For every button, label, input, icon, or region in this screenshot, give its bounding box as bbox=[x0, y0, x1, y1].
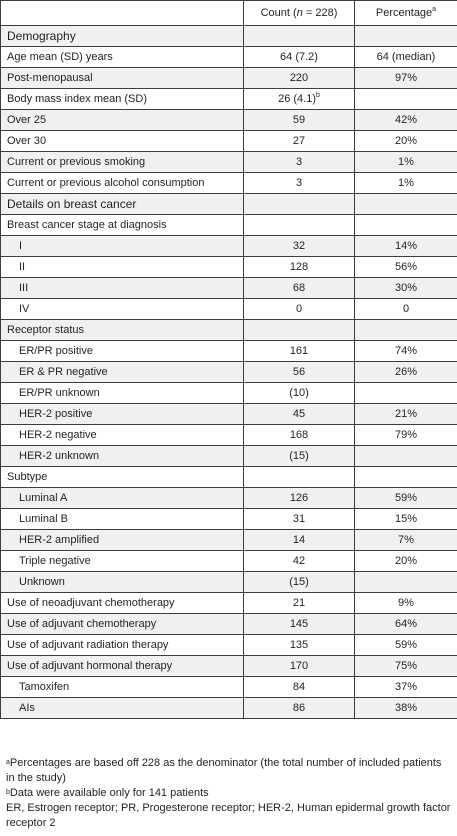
table-footnotes bbox=[6, 756, 451, 831]
footnote bbox=[6, 786, 451, 801]
footnote-marker: b bbox=[6, 789, 10, 796]
count-value: 145 bbox=[289, 618, 309, 630]
header-percentage-cell: Percentage$^a$ bbox=[355, 1, 457, 26]
row-label-cell: Age mean (SD) years bbox=[1, 47, 244, 68]
row-label-cell: Use of adjuvant radiation therapy bbox=[1, 635, 244, 656]
row-label-cell: Use of adjuvant hormonal therapy bbox=[1, 656, 244, 677]
count-cell bbox=[244, 215, 355, 236]
footnote-text: Percentages are based off 228 as the denominator (the total number of included patients in the study) bbox=[6, 757, 442, 784]
count-value: 64 (7.2) bbox=[280, 51, 318, 63]
table-row bbox=[1, 509, 457, 530]
count-value: 32 bbox=[292, 240, 306, 252]
percentage-cell: 59% bbox=[355, 488, 457, 509]
table-row bbox=[1, 698, 457, 719]
footnote bbox=[6, 801, 451, 831]
row-label-cell: HER-2 positive bbox=[1, 404, 244, 425]
header-label-cell bbox=[1, 1, 244, 26]
percentage-cell: 21% bbox=[355, 404, 457, 425]
table-row bbox=[1, 404, 457, 425]
table-row bbox=[1, 614, 457, 635]
count-cell bbox=[244, 26, 355, 47]
count-cell bbox=[244, 278, 355, 299]
percentage-cell: 64% bbox=[355, 614, 457, 635]
count-cell bbox=[244, 383, 355, 404]
row-label-cell: Current or previous alcohol consumption bbox=[1, 173, 244, 194]
footnote bbox=[6, 756, 451, 786]
count-cell bbox=[244, 257, 355, 278]
percentage-cell: 30% bbox=[355, 278, 457, 299]
count-cell bbox=[244, 509, 355, 530]
percentage-cell bbox=[355, 26, 457, 47]
table-row bbox=[1, 383, 457, 404]
table-row bbox=[1, 341, 457, 362]
percentage-cell: 1% bbox=[355, 152, 457, 173]
percentage-cell bbox=[355, 89, 457, 110]
n-symbol: n bbox=[296, 7, 303, 19]
count-value: 220 bbox=[289, 72, 309, 84]
row-label-cell: Current or previous smoking bbox=[1, 152, 244, 173]
row-label-cell: Breast cancer stage at diagnosis bbox=[1, 215, 244, 236]
count-value: 170 bbox=[289, 660, 309, 672]
count-cell bbox=[244, 341, 355, 362]
count-cell bbox=[244, 656, 355, 677]
percentage-cell: 9% bbox=[355, 593, 457, 614]
table-row bbox=[1, 89, 457, 110]
table-row bbox=[1, 299, 457, 320]
table-row bbox=[1, 278, 457, 299]
count-value: 68 bbox=[292, 282, 306, 294]
count-cell bbox=[244, 68, 355, 89]
percentage-cell: 74% bbox=[355, 341, 457, 362]
count-value: 21 bbox=[292, 597, 306, 609]
row-label-cell: Luminal B bbox=[1, 509, 244, 530]
percentage-cell: 56% bbox=[355, 257, 457, 278]
table-row bbox=[1, 677, 457, 698]
percentage-cell: 42% bbox=[355, 110, 457, 131]
count-value: 27 bbox=[292, 135, 306, 147]
percentage-cell: 7% bbox=[355, 530, 457, 551]
count-cell bbox=[244, 635, 355, 656]
table-row bbox=[1, 236, 457, 257]
count-cell bbox=[244, 299, 355, 320]
count-cell bbox=[244, 677, 355, 698]
percentage-cell: 64 (median) bbox=[355, 47, 457, 68]
count-value: 161 bbox=[289, 345, 309, 357]
footnote-marker: a bbox=[432, 6, 437, 13]
footnote-marker: b bbox=[316, 92, 320, 99]
table-row bbox=[1, 173, 457, 194]
count-value: 26 (4.1) bbox=[278, 93, 316, 105]
row-label-cell: Receptor status bbox=[1, 320, 244, 341]
table-row bbox=[1, 467, 457, 488]
row-label-cell: HER-2 negative bbox=[1, 425, 244, 446]
footnote-marker: a bbox=[6, 759, 10, 766]
header-count-cell: Count (n = 228) bbox=[244, 1, 355, 26]
count-cell bbox=[244, 194, 355, 215]
count-cell bbox=[244, 446, 355, 467]
table-row bbox=[1, 425, 457, 446]
percentage-cell: 79% bbox=[355, 425, 457, 446]
section-heading-cell: Details on breast cancer bbox=[1, 194, 244, 215]
count-cell bbox=[244, 530, 355, 551]
count-cell bbox=[244, 593, 355, 614]
table-row bbox=[1, 551, 457, 572]
row-label-cell: Body mass index mean (SD) bbox=[1, 89, 244, 110]
footnote-text: Data were available only for 141 patients bbox=[9, 787, 209, 799]
count-cell bbox=[244, 404, 355, 425]
footnote-text: ER, Estrogen receptor; PR, Progesterone receptor; HER-2, Human epidermal growth factor receptor 2 bbox=[6, 802, 451, 829]
count-cell bbox=[244, 614, 355, 635]
row-label-cell: Use of adjuvant chemotherapy bbox=[1, 614, 244, 635]
row-label-cell: ER & PR negative bbox=[1, 362, 244, 383]
table-body bbox=[1, 26, 457, 719]
percentage-cell: 0 bbox=[355, 299, 457, 320]
count-cell bbox=[244, 47, 355, 68]
count-cell bbox=[244, 236, 355, 257]
percentage-cell bbox=[355, 446, 457, 467]
percentage-cell: 26% bbox=[355, 362, 457, 383]
table-row bbox=[1, 635, 457, 656]
count-cell bbox=[244, 551, 355, 572]
count-value: 84 bbox=[292, 681, 306, 693]
count-cell bbox=[244, 89, 355, 110]
count-value: 56 bbox=[292, 366, 306, 378]
section-heading-cell: Demography bbox=[1, 26, 244, 47]
table-row bbox=[1, 488, 457, 509]
count-cell bbox=[244, 698, 355, 719]
count-value: 59 bbox=[292, 114, 306, 126]
count-value: 45 bbox=[292, 408, 306, 420]
count-value: 3 bbox=[295, 177, 303, 189]
count-cell bbox=[244, 572, 355, 593]
count-value: (15) bbox=[289, 450, 309, 462]
percentage-cell: 1% bbox=[355, 173, 457, 194]
percentage-cell bbox=[355, 215, 457, 236]
count-cell bbox=[244, 425, 355, 446]
count-cell bbox=[244, 152, 355, 173]
table-row bbox=[1, 194, 457, 215]
percentage-cell bbox=[355, 572, 457, 593]
table-row bbox=[1, 131, 457, 152]
row-label-cell: Post-menopausal bbox=[1, 68, 244, 89]
count-value: 135 bbox=[289, 639, 309, 651]
percentage-cell: 59% bbox=[355, 635, 457, 656]
row-label-cell: Over 30 bbox=[1, 131, 244, 152]
row-label-cell: IV bbox=[1, 299, 244, 320]
count-value: 31 bbox=[292, 513, 306, 525]
row-label-cell: II bbox=[1, 257, 244, 278]
row-label-cell: HER-2 amplified bbox=[1, 530, 244, 551]
percentage-cell: 97% bbox=[355, 68, 457, 89]
count-cell bbox=[244, 467, 355, 488]
row-label-cell: Tamoxifen bbox=[1, 677, 244, 698]
row-label-cell: Over 25 bbox=[1, 110, 244, 131]
count-value: 42 bbox=[292, 555, 306, 567]
table-row bbox=[1, 26, 457, 47]
percentage-cell: 38% bbox=[355, 698, 457, 719]
percentage-cell bbox=[355, 467, 457, 488]
percentage-cell bbox=[355, 320, 457, 341]
row-label-cell: ER/PR positive bbox=[1, 341, 244, 362]
percentage-cell bbox=[355, 383, 457, 404]
count-value: 86 bbox=[292, 702, 306, 714]
count-value: 3 bbox=[295, 156, 303, 168]
row-label-cell: Triple negative bbox=[1, 551, 244, 572]
count-cell bbox=[244, 110, 355, 131]
row-label-cell: HER-2 unknown bbox=[1, 446, 244, 467]
table-row bbox=[1, 152, 457, 173]
table-row bbox=[1, 530, 457, 551]
percentage-cell: 14% bbox=[355, 236, 457, 257]
table-row bbox=[1, 656, 457, 677]
count-value: 14 bbox=[292, 534, 306, 546]
percentage-cell bbox=[355, 194, 457, 215]
count-value: 128 bbox=[289, 261, 309, 273]
count-cell bbox=[244, 488, 355, 509]
row-label-cell: Use of neoadjuvant chemotherapy bbox=[1, 593, 244, 614]
table-row bbox=[1, 47, 457, 68]
count-value: (10) bbox=[289, 387, 309, 399]
percentage-cell: 20% bbox=[355, 131, 457, 152]
count-value: 126 bbox=[289, 492, 309, 504]
count-cell bbox=[244, 131, 355, 152]
row-label-cell: Unknown bbox=[1, 572, 244, 593]
row-label-cell: AIs bbox=[1, 698, 244, 719]
percentage-cell: 75% bbox=[355, 656, 457, 677]
row-label-cell: III bbox=[1, 278, 244, 299]
table-row bbox=[1, 215, 457, 236]
table-row bbox=[1, 68, 457, 89]
row-label-cell: Subtype bbox=[1, 467, 244, 488]
count-cell bbox=[244, 362, 355, 383]
percentage-cell: 20% bbox=[355, 551, 457, 572]
table-row bbox=[1, 257, 457, 278]
table-row bbox=[1, 593, 457, 614]
count-value: 0 bbox=[295, 303, 303, 315]
row-label-cell: Luminal A bbox=[1, 488, 244, 509]
count-value: (15) bbox=[289, 576, 309, 588]
row-label-cell: I bbox=[1, 236, 244, 257]
table-row bbox=[1, 446, 457, 467]
percentage-cell: 37% bbox=[355, 677, 457, 698]
count-value: 168 bbox=[289, 429, 309, 441]
count-cell bbox=[244, 320, 355, 341]
table-row bbox=[1, 320, 457, 341]
count-cell bbox=[244, 173, 355, 194]
table-row bbox=[1, 110, 457, 131]
table-row bbox=[1, 362, 457, 383]
table-header-row bbox=[1, 1, 457, 26]
row-label-cell: ER/PR unknown bbox=[1, 383, 244, 404]
percentage-cell: 15% bbox=[355, 509, 457, 530]
table-row bbox=[1, 572, 457, 593]
